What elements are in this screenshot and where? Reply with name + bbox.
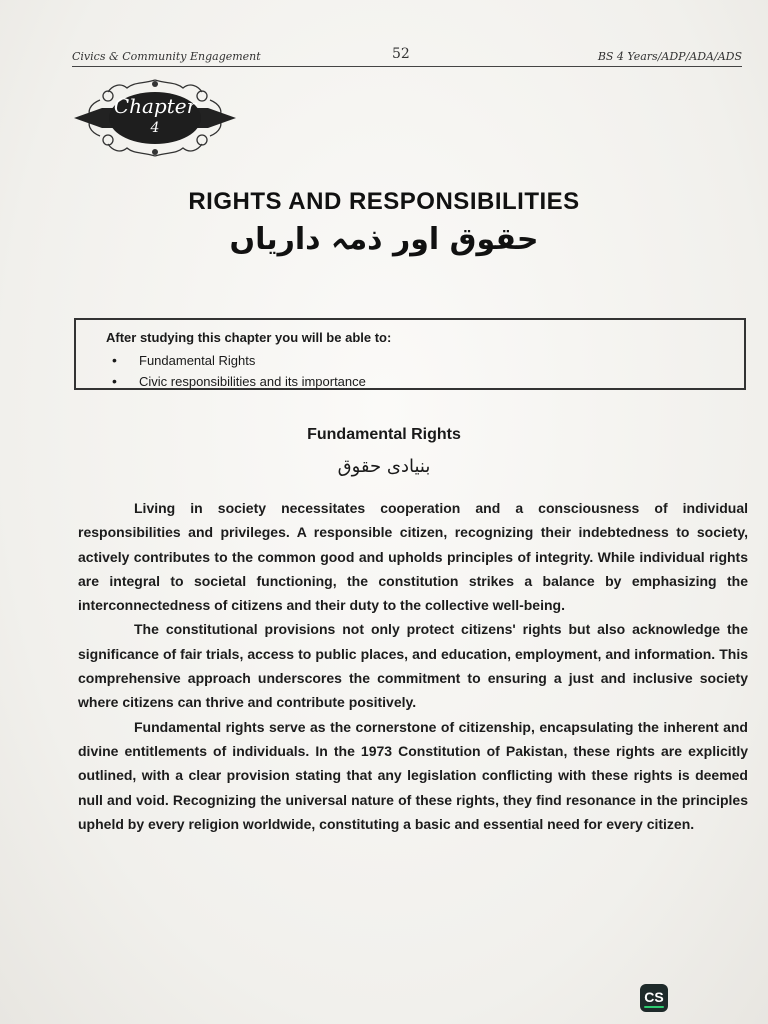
chapter-title-urdu: حقوق اور ذمہ داریاں: [229, 222, 539, 257]
running-header: [72, 46, 742, 66]
objective-item: • Civic responsibilities and its importance: [106, 371, 366, 392]
scanner-app-logo: CS: [640, 984, 668, 1012]
section-heading: Fundamental Rights: [307, 426, 461, 443]
learning-objectives-box: [74, 318, 746, 390]
ornament-frame-icon: [72, 78, 238, 158]
paragraph: Fundamental rights serve as the cornerstone of citizenship, encapsulating the inherent and divine entitlements of individuals. In the 1973 Constitution of Pakistan, these rights are explicitly outlined, with a clear provision stating that any legislation conflicting with these rights is deemed null and void. Recognizing the universal nature of these rights, they find resonance in the principles upheld by every religion worldwide, constituting a basic and essential need for every citizen.: [78, 718, 748, 832]
header-program: BS 4 Years/ADP/ADA/ADS: [597, 50, 742, 63]
section-heading-urdu: بنیادی حقوق: [337, 456, 431, 477]
chapter-number: 4: [150, 120, 160, 136]
header-course-title: Civics & Community Engagement: [72, 50, 261, 63]
chapter-badge: [72, 78, 238, 158]
objectives-intro: After studying this chapter you will be able to:: [106, 330, 392, 345]
header-divider: [72, 66, 742, 67]
objective-item: • Fundamental Rights: [106, 350, 366, 371]
paragraph: Living in society necessitates cooperation and a consciousness of individual responsibilities and privileges. A responsible citizen, recognizing their indebtedness to society, actively contributes to the common good and upholds principles of integrity. While individual rights are integral to societal functioning, the constitution strikes a balance by emphasizing the interconnectedness of citizens and their duty to the collective well-being.: [78, 500, 748, 614]
header-page-number: 52: [392, 46, 410, 62]
chapter-title: RIGHTS AND RESPONSIBILITIES: [188, 188, 580, 215]
paragraph: The constitutional provisions not only protect citizens' rights but also acknowledge the significance of fair trials, access to public places, and education, employment, and information. This comprehensive approach underscores the commitment to ensuring a just and inclusive society where citizens can thrive and contribute positively.: [78, 621, 748, 711]
body-text: [78, 496, 748, 836]
objectives-list: [106, 350, 366, 392]
chapter-label: Chapter: [113, 94, 197, 118]
